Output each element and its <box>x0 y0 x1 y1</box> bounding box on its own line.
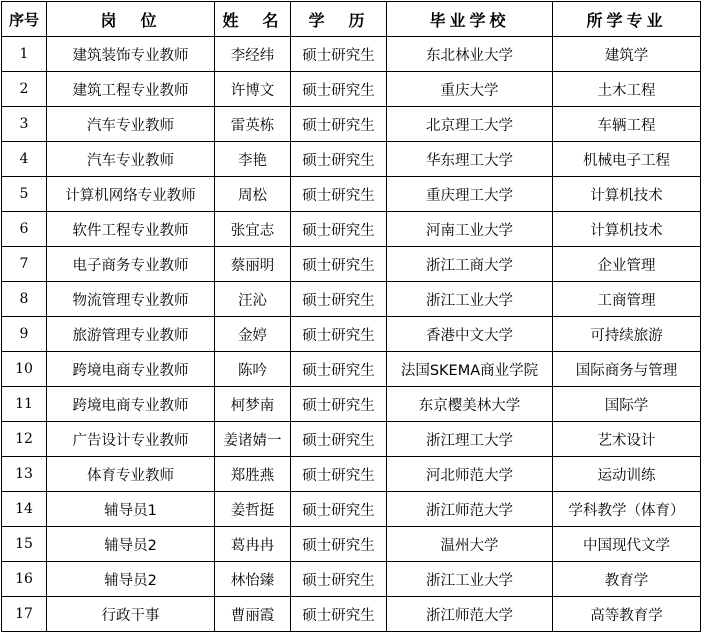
cell-serial-number: 8 <box>2 282 47 317</box>
header-position: 岗 位 <box>47 2 215 37</box>
cell-degree: 硕士研究生 <box>291 492 387 527</box>
cell-degree: 硕士研究生 <box>291 107 387 142</box>
cell-name: 许博文 <box>215 72 291 107</box>
cell-degree: 硕士研究生 <box>291 317 387 352</box>
table-row <box>2 142 701 177</box>
cell-school: 浙江师范大学 <box>387 492 553 527</box>
cell-degree: 硕士研究生 <box>291 422 387 457</box>
cell-major: 企业管理 <box>553 247 701 282</box>
cell-position: 跨境电商专业教师 <box>47 387 215 422</box>
cell-name: 金婷 <box>215 317 291 352</box>
table-row <box>2 562 701 597</box>
cell-major: 建筑学 <box>553 37 701 72</box>
cell-major: 教育学 <box>553 562 701 597</box>
cell-name: 柯梦南 <box>215 387 291 422</box>
table-row <box>2 212 701 247</box>
cell-school: 东京樱美林大学 <box>387 387 553 422</box>
cell-name: 姜诸婧一 <box>215 422 291 457</box>
cell-name: 汪沁 <box>215 282 291 317</box>
table-row <box>2 527 701 562</box>
cell-name: 姜哲挺 <box>215 492 291 527</box>
cell-school: 北京理工大学 <box>387 107 553 142</box>
cell-position: 辅导员1 <box>47 492 215 527</box>
cell-major: 艺术设计 <box>553 422 701 457</box>
table-row <box>2 37 701 72</box>
table-row <box>2 597 701 632</box>
cell-major: 计算机技术 <box>553 177 701 212</box>
cell-major: 土木工程 <box>553 72 701 107</box>
table-row <box>2 107 701 142</box>
cell-serial-number: 1 <box>2 37 47 72</box>
cell-school: 浙江理工大学 <box>387 422 553 457</box>
table-row <box>2 492 701 527</box>
cell-serial-number: 9 <box>2 317 47 352</box>
cell-position: 软件工程专业教师 <box>47 212 215 247</box>
cell-position: 物流管理专业教师 <box>47 282 215 317</box>
cell-major: 学科教学（体育） <box>553 492 701 527</box>
cell-school: 法国SKEMA商业学院 <box>387 352 553 387</box>
table-row <box>2 317 701 352</box>
cell-position: 广告设计专业教师 <box>47 422 215 457</box>
cell-school: 香港中文大学 <box>387 317 553 352</box>
cell-position: 辅导员2 <box>47 562 215 597</box>
header-serial-number: 序号 <box>2 2 47 37</box>
cell-name: 郑胜燕 <box>215 457 291 492</box>
header-school: 毕业学校 <box>387 2 553 37</box>
table-row <box>2 177 701 212</box>
cell-major: 国际商务与管理 <box>553 352 701 387</box>
cell-degree: 硕士研究生 <box>291 37 387 72</box>
cell-position: 辅导员2 <box>47 527 215 562</box>
table-body <box>2 37 701 632</box>
cell-degree: 硕士研究生 <box>291 352 387 387</box>
cell-school: 温州大学 <box>387 527 553 562</box>
cell-position: 汽车专业教师 <box>47 142 215 177</box>
cell-position: 跨境电商专业教师 <box>47 352 215 387</box>
cell-school: 重庆大学 <box>387 72 553 107</box>
cell-major: 计算机技术 <box>553 212 701 247</box>
header-name: 姓 名 <box>215 2 291 37</box>
cell-name: 蔡丽明 <box>215 247 291 282</box>
cell-school: 河北师范大学 <box>387 457 553 492</box>
cell-major: 中国现代文学 <box>553 527 701 562</box>
cell-degree: 硕士研究生 <box>291 597 387 632</box>
cell-name: 张宜志 <box>215 212 291 247</box>
cell-school: 浙江工业大学 <box>387 282 553 317</box>
cell-serial-number: 5 <box>2 177 47 212</box>
cell-position: 建筑装饰专业教师 <box>47 37 215 72</box>
cell-degree: 硕士研究生 <box>291 457 387 492</box>
cell-serial-number: 16 <box>2 562 47 597</box>
cell-serial-number: 10 <box>2 352 47 387</box>
table-row <box>2 457 701 492</box>
cell-name: 周松 <box>215 177 291 212</box>
cell-position: 建筑工程专业教师 <box>47 72 215 107</box>
cell-major: 机械电子工程 <box>553 142 701 177</box>
cell-major: 国际学 <box>553 387 701 422</box>
cell-serial-number: 4 <box>2 142 47 177</box>
cell-school: 华东理工大学 <box>387 142 553 177</box>
cell-name: 陈吟 <box>215 352 291 387</box>
cell-degree: 硕士研究生 <box>291 177 387 212</box>
cell-serial-number: 14 <box>2 492 47 527</box>
cell-name: 李艳 <box>215 142 291 177</box>
cell-major: 车辆工程 <box>553 107 701 142</box>
cell-school: 河南工业大学 <box>387 212 553 247</box>
cell-serial-number: 7 <box>2 247 47 282</box>
cell-name: 林怡臻 <box>215 562 291 597</box>
cell-major: 高等教育学 <box>553 597 701 632</box>
cell-school: 浙江工业大学 <box>387 562 553 597</box>
cell-position: 计算机网络专业教师 <box>47 177 215 212</box>
cell-name: 李经纬 <box>215 37 291 72</box>
cell-school: 浙江师范大学 <box>387 597 553 632</box>
table-row <box>2 387 701 422</box>
cell-school: 东北林业大学 <box>387 37 553 72</box>
cell-degree: 硕士研究生 <box>291 387 387 422</box>
cell-serial-number: 6 <box>2 212 47 247</box>
cell-degree: 硕士研究生 <box>291 247 387 282</box>
table-header-row <box>2 2 701 37</box>
cell-degree: 硕士研究生 <box>291 282 387 317</box>
cell-major: 可持续旅游 <box>553 317 701 352</box>
cell-name: 曹丽霞 <box>215 597 291 632</box>
cell-name: 雷英栋 <box>215 107 291 142</box>
cell-degree: 硕士研究生 <box>291 72 387 107</box>
cell-degree: 硕士研究生 <box>291 212 387 247</box>
cell-position: 行政干事 <box>47 597 215 632</box>
cell-position: 体育专业教师 <box>47 457 215 492</box>
header-major: 所学专业 <box>553 2 701 37</box>
cell-major: 运动训练 <box>553 457 701 492</box>
cell-school: 重庆理工大学 <box>387 177 553 212</box>
cell-name: 葛冉冉 <box>215 527 291 562</box>
cell-serial-number: 2 <box>2 72 47 107</box>
cell-school: 浙江工商大学 <box>387 247 553 282</box>
header-degree: 学 历 <box>291 2 387 37</box>
table-row <box>2 352 701 387</box>
cell-serial-number: 11 <box>2 387 47 422</box>
table-row <box>2 282 701 317</box>
cell-position: 汽车专业教师 <box>47 107 215 142</box>
table-row <box>2 422 701 457</box>
table-row <box>2 72 701 107</box>
cell-degree: 硕士研究生 <box>291 527 387 562</box>
staff-table <box>1 1 701 632</box>
cell-position: 电子商务专业教师 <box>47 247 215 282</box>
cell-degree: 硕士研究生 <box>291 562 387 597</box>
cell-serial-number: 12 <box>2 422 47 457</box>
cell-position: 旅游管理专业教师 <box>47 317 215 352</box>
cell-serial-number: 17 <box>2 597 47 632</box>
cell-degree: 硕士研究生 <box>291 142 387 177</box>
cell-major: 工商管理 <box>553 282 701 317</box>
table-row <box>2 247 701 282</box>
cell-serial-number: 15 <box>2 527 47 562</box>
cell-serial-number: 13 <box>2 457 47 492</box>
cell-serial-number: 3 <box>2 107 47 142</box>
